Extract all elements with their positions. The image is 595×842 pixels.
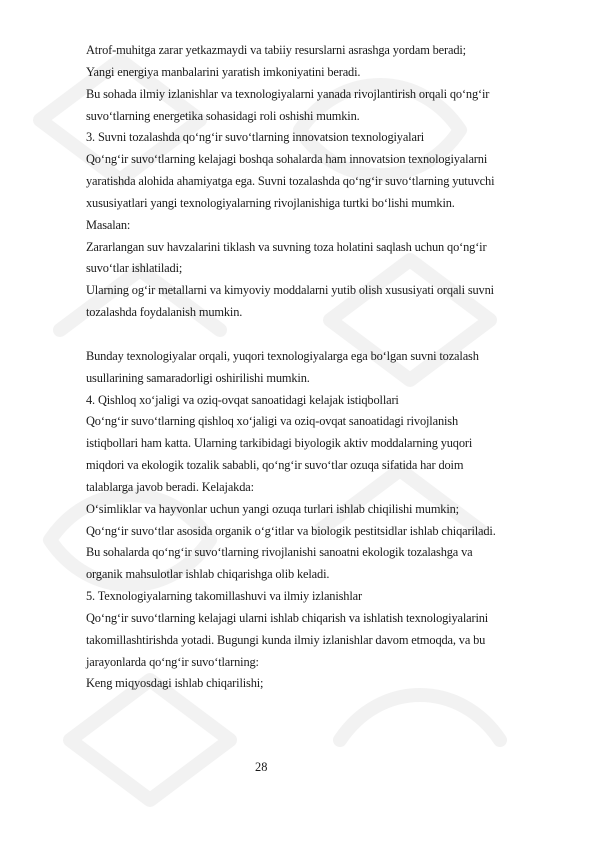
section-heading-4: 4. Qishloq xo‘jaligi va oziq-ovqat sanoatidagi kelajak istiqbollari (86, 392, 399, 407)
body-text (86, 40, 576, 695)
text-line: Qo‘ng‘ir suvo‘tlarning kelajagi ularni ishlab chiqarish va ishlatish texnologiyalarini (86, 610, 489, 625)
text-line: Zararlangan suv havzalarini tiklash va suvning toza holatini saqlash uchun qo‘ng‘ir (86, 239, 487, 254)
text-line: Qo‘ng‘ir suvo‘tlar asosida organik o‘g‘itlar va biologik pestitsidlar ishlab chiqariladi. (86, 523, 496, 538)
text-line: O‘simliklar va hayvonlar uchun yangi ozuqa turlari ishlab chiqilishi mumkin; (86, 501, 459, 516)
section-heading-3: 3. Suvni tozalashda qo‘ng‘ir suvo‘tlarning innovatsion texnologiyalari (86, 130, 425, 145)
text-line: tozalashda foydalanish mumkin. (86, 305, 243, 320)
text-line: Bunday texnologiyalar orqali, yuqori texnologiyalarga ega bo‘lgan suvni tozalash (86, 348, 479, 363)
text-line: takomillashtirishda yotadi. Bugungi kunda ilmiy izlanishlar davom etmoqda, va bu (86, 632, 486, 647)
watermark-glyph (70, 680, 230, 800)
text-line: suvo‘tlar ishlatiladi; (86, 261, 183, 276)
text-line: usullarining samaradorligi oshirilishi mumkin. (86, 370, 310, 385)
text-line: istiqbollari ham katta. Ularning tarkibidagi biyologik aktiv moddalarning yuqori (86, 436, 473, 451)
section-heading-5: 5. Texnologiyalarning takomillashuvi va ilmiy izlanishlar (86, 589, 362, 604)
watermark-glyph (340, 695, 500, 740)
text-line: Bu sohalarda qo‘ng‘ir suvo‘tlarning rivojlanishi sanoatni ekologik tozalashga va (86, 545, 473, 560)
text-line: Yangi energiya manbalarini yaratish imkoniyatini beradi. (86, 64, 361, 79)
text-line: talablarga javob beradi. Kelajakda: (86, 479, 254, 494)
text-line: miqdori va ekologik tozalik sababli, qo‘ng‘ir suvo‘tlar ozuqa sifatida har doim (86, 458, 464, 473)
text-line: Keng miqyosdagi ishlab chiqarilishi; (86, 676, 264, 691)
text-line: Ularning og‘ir metallarni va kimyoviy moddalarni yutib olish xususiyati orqali suvni (86, 283, 494, 298)
text-line: Atrof-muhitga zarar yetkazmaydi va tabiiy resurslarni asrashga yordam beradi; (86, 43, 466, 57)
text-line: organik mahsulotlar ishlab chiqarishga olib keladi. (86, 567, 330, 582)
text-line: Bu sohada ilmiy izlanishlar va texnologiyalarni yanada rivojlantirish orqali qo‘ng‘ir (86, 86, 490, 101)
blank-line (86, 324, 576, 346)
text-line: Qo‘ng‘ir suvo‘tlarning kelajagi boshqa sohalarda ham innovatsion texnologiyalarni (86, 152, 488, 167)
text-line: xususiyatlari yangi texnologiyalarning rivojlanishiga turtki bo‘lishi mumkin. (86, 195, 455, 210)
page-number: 28 (255, 760, 268, 774)
text-line: jarayonlarda qo‘ng‘ir suvo‘tlarning: (86, 654, 259, 669)
text-line: Qo‘ng‘ir suvo‘tlarning qishloq xo‘jaligi va oziq-ovqat sanoatidagi rivojlanish (86, 414, 458, 429)
text-line: suvo‘tlarning energetika sohasidagi roli oshishi mumkin. (86, 108, 360, 123)
text-line: yaratishda alohida ahamiyatga ega. Suvni tozalashda qo‘ng‘ir suvo‘tlarning yutuvchi (86, 174, 495, 189)
text-line: Masalan: (86, 217, 131, 232)
